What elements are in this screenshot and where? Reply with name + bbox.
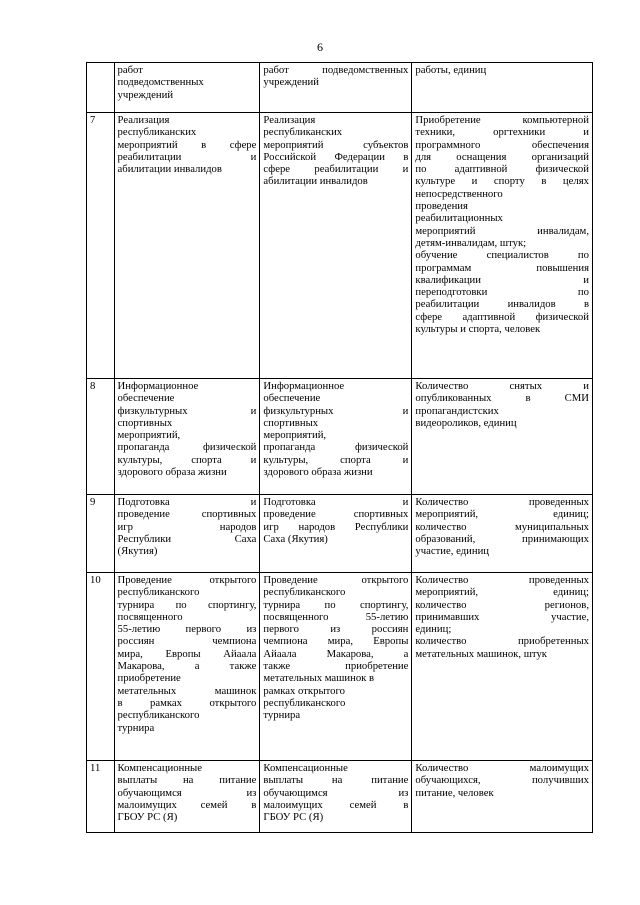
- cell-text-line: метательных машинок: [117, 684, 257, 697]
- cell-text-line: Макарова, а также: [117, 660, 257, 673]
- cell-text-line: спортивных: [263, 416, 319, 429]
- activity-name-cell: [114, 379, 260, 495]
- cell-text-line: работ подведомственных: [263, 64, 409, 76]
- row-number: 7: [87, 113, 115, 379]
- cell-text-line: для оснащения организаций: [415, 150, 589, 163]
- cell-text-line: учреждений: [117, 88, 174, 101]
- indicator-cell: [412, 573, 593, 761]
- cell-text-line: республиканских: [263, 126, 343, 139]
- cell-text-line: здорового образа жизни: [117, 466, 227, 479]
- cell-text-line: культуры, спорта и: [117, 453, 257, 466]
- cell-text-line: турнира по спортингу,: [117, 598, 257, 611]
- row-number: 8: [87, 379, 115, 495]
- cell-text-line: мероприятий,: [263, 429, 327, 442]
- cell-text-line: Саха (Якутия): [263, 532, 328, 545]
- cell-text-line: россиян чемпиона: [117, 635, 257, 648]
- cell-text-line: (Якутия): [117, 545, 158, 558]
- cell-text-line: абилитации инвалидов: [117, 163, 222, 176]
- table-row: [87, 379, 593, 495]
- activity-type-cell: [260, 495, 412, 573]
- cell-text-line: проведение спортивных: [263, 508, 409, 521]
- activity-type-cell: [260, 761, 412, 833]
- cell-text-line: Приобретение компьютерной: [415, 114, 589, 126]
- cell-text-line: спортивных: [117, 416, 173, 429]
- table-row: [87, 761, 593, 833]
- cell-text-line: республиканского: [117, 709, 200, 722]
- cell-text-line: культуры, спорта и: [263, 453, 409, 466]
- cell-text-line: детям-инвалидам, штук;: [415, 236, 527, 249]
- indicators-table: [86, 62, 593, 833]
- cell-text-line: техники, оргтехники и: [415, 126, 589, 139]
- cell-text-line: посвященного 55-летию: [263, 610, 409, 623]
- cell-text-line: опубликованных в СМИ: [415, 392, 589, 405]
- cell-text-line: в рамках открытого: [117, 696, 257, 709]
- cell-text-line: квалификации и: [415, 273, 589, 286]
- cell-text-line: Компенсационные: [263, 762, 348, 774]
- cell-text-line: пропаганда физической: [263, 441, 409, 454]
- cell-text-line: Количество малоимущих: [415, 762, 589, 774]
- cell-text-line: малоимущих семей в: [117, 798, 257, 811]
- cell-text-line: Информационное: [263, 380, 345, 392]
- activity-name-cell: [114, 495, 260, 573]
- cell-text-line: обеспечение: [117, 392, 175, 405]
- cell-text-line: Проведение открытого: [263, 574, 409, 586]
- cell-text-line: рамках открытого: [263, 684, 345, 697]
- activity-name-cell: [114, 113, 260, 379]
- cell-text-line: Подготовка и: [263, 496, 409, 508]
- cell-text-line: проведение спортивных: [117, 508, 257, 521]
- cell-text-line: реабилитации инвалидов в: [415, 298, 589, 311]
- cell-text-line: Айаала Макарова, а: [263, 647, 409, 660]
- cell-text-line: обучающимся из: [263, 786, 409, 799]
- cell-text-line: республиканского: [117, 586, 200, 599]
- activity-type-cell: [260, 63, 412, 113]
- cell-text-line: выплаты на питание: [117, 774, 257, 787]
- cell-text-line: Реализация: [117, 114, 170, 126]
- cell-text-line: переподготовки по: [415, 286, 589, 299]
- cell-text-line: непосредственного: [415, 187, 503, 200]
- activity-type-cell: [260, 573, 412, 761]
- cell-text-line: первого из россиян: [263, 623, 409, 636]
- cell-text-line: принимавших участие,: [415, 610, 589, 623]
- cell-text-line: сфере реабилитации и: [263, 163, 409, 176]
- cell-text-line: Республики Саха: [117, 532, 257, 545]
- cell-text-line: малоимущих семей в: [263, 798, 409, 811]
- cell-text-line: обучающихся, получивших: [415, 774, 589, 787]
- cell-text-line: программного обеспечения: [415, 138, 589, 151]
- cell-text-line: учреждений: [263, 76, 319, 89]
- activity-type-cell: [260, 113, 412, 379]
- cell-text-line: приобретение: [117, 672, 181, 685]
- cell-text-line: мира, Европы Айаала: [117, 647, 257, 660]
- cell-text-line: мероприятий,: [117, 429, 181, 442]
- table-row: [87, 113, 593, 379]
- cell-text-line: обеспечение: [263, 392, 321, 405]
- cell-text-line: видеороликов, единиц: [415, 416, 517, 429]
- cell-text-line: посвященного: [117, 610, 183, 623]
- indicator-cell: [412, 379, 593, 495]
- table-row: [87, 63, 593, 113]
- cell-text-line: мероприятий субъектов: [263, 138, 409, 151]
- activity-name-cell: [114, 63, 260, 113]
- cell-text-line: выплаты на питание: [263, 774, 409, 787]
- cell-text-line: реабилитационных: [415, 212, 503, 225]
- cell-text-line: здорового образа жизни: [263, 466, 373, 479]
- cell-text-line: программам повышения: [415, 261, 589, 274]
- cell-text-line: количество муниципальных: [415, 520, 589, 533]
- cell-text-line: 55-летию первого из: [117, 623, 257, 636]
- row-number: 9: [87, 495, 115, 573]
- cell-text-line: единиц;: [415, 623, 452, 636]
- cell-text-line: ГБОУ РС (Я): [117, 811, 178, 824]
- cell-text-line: Проведение открытого: [117, 574, 257, 586]
- cell-text-line: реабилитации и: [117, 150, 257, 163]
- cell-text-line: игр народов: [117, 520, 257, 533]
- cell-text-line: культуры и спорта, человек: [415, 323, 541, 336]
- row-number: 10: [87, 573, 115, 761]
- indicator-cell: [412, 113, 593, 379]
- cell-text-line: мероприятий в сфере: [117, 138, 257, 151]
- activity-name-cell: [114, 573, 260, 761]
- cell-text-line: игр народов Республики: [263, 520, 409, 533]
- cell-text-line: мероприятий, единиц;: [415, 508, 589, 521]
- cell-text-line: обучение специалистов по: [415, 249, 589, 262]
- cell-text-line: метательных машинок в: [263, 672, 375, 685]
- cell-text-line: обучающимся из: [117, 786, 257, 799]
- page-number: 6: [317, 40, 323, 54]
- cell-text-line: Количество снятых и: [415, 380, 589, 392]
- cell-text-line: по адаптивной физической: [415, 163, 589, 176]
- cell-text-line: работы, единиц: [415, 64, 487, 76]
- cell-text-line: сфере адаптивной физической: [415, 310, 589, 323]
- cell-text-line: количество регионов,: [415, 598, 589, 611]
- cell-text-line: подведомственных: [117, 76, 204, 89]
- cell-text-line: пропаганда физической: [117, 441, 257, 454]
- cell-text-line: физкультурных и: [117, 404, 257, 417]
- cell-text-line: физкультурных и: [263, 404, 409, 417]
- cell-text-line: Количество проведенных: [415, 496, 589, 508]
- cell-text-line: пропагандистских: [415, 404, 499, 417]
- cell-text-line: ГБОУ РС (Я): [263, 811, 324, 824]
- cell-text-line: Компенсационные: [117, 762, 202, 774]
- activity-type-cell: [260, 379, 412, 495]
- cell-text-line: мероприятий инвалидам,: [415, 224, 589, 237]
- cell-text-line: турнира: [117, 721, 155, 734]
- indicator-cell: [412, 761, 593, 833]
- row-number: [87, 63, 115, 113]
- cell-text-line: проведения: [415, 200, 468, 213]
- cell-text-line: Подготовка и: [117, 496, 257, 508]
- cell-text-line: работ: [117, 64, 143, 76]
- cell-text-line: мероприятий, единиц;: [415, 586, 589, 599]
- table-row: [87, 495, 593, 573]
- indicator-cell: [412, 495, 593, 573]
- cell-text-line: культуре и спорту в целях: [415, 175, 589, 188]
- cell-text-line: Количество проведенных: [415, 574, 589, 586]
- cell-text-line: турнира по спортингу,: [263, 598, 409, 611]
- cell-text-line: количество приобретенных: [415, 635, 589, 648]
- cell-text-line: республиканского: [263, 586, 346, 599]
- cell-text-line: чемпиона мира, Европы: [263, 635, 409, 648]
- cell-text-line: Информационное: [117, 380, 199, 392]
- row-number: 11: [87, 761, 115, 833]
- cell-text-line: образований, принимающих: [415, 532, 589, 545]
- activity-name-cell: [114, 761, 260, 833]
- cell-text-line: республиканских: [117, 126, 197, 139]
- cell-text-line: республиканского: [263, 696, 346, 709]
- cell-text-line: метательных машинок, штук: [415, 647, 547, 660]
- table-row: [87, 573, 593, 761]
- cell-text-line: абилитации инвалидов: [263, 175, 368, 188]
- cell-text-line: питание, человек: [415, 786, 494, 799]
- cell-text-line: Реализация: [263, 114, 316, 126]
- cell-text-line: Российской Федерации в: [263, 150, 409, 163]
- indicator-cell: [412, 63, 593, 113]
- cell-text-line: турнира: [263, 709, 301, 722]
- cell-text-line: также приобретение: [263, 660, 409, 673]
- cell-text-line: участие, единиц: [415, 545, 490, 558]
